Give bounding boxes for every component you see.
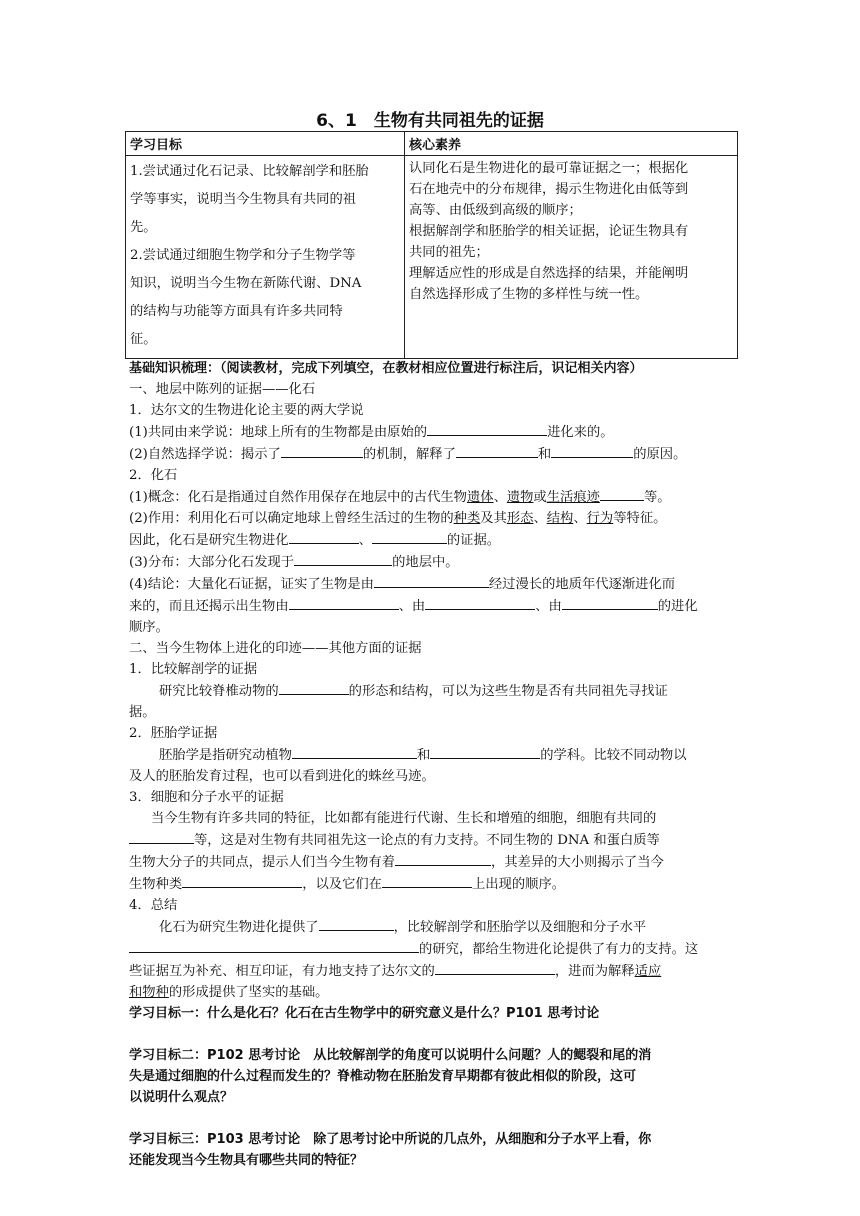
fill-line: 生物大分子的共同点，提示人们当今生物有着 ，其差异的大小则揭示了当今 [129, 851, 735, 873]
literacy-line: 石在地壳中的分布规律，揭示生物进化由低等到 [409, 182, 689, 197]
section-heading: 一、地层中陈列的证据——化石 [129, 382, 316, 397]
goal-line: 征。 [130, 332, 157, 347]
fill-blank[interactable] [281, 443, 363, 458]
text-line: 当今生物有许多共同的特征，比如都有能进行代谢、生长和增殖的细胞，细胞有共同的 [151, 811, 657, 826]
learning-goal-2-cont: 以说明什么观点？ [129, 1090, 234, 1105]
goal-line: 先。 [130, 220, 157, 235]
fill-blank[interactable] [600, 486, 644, 501]
learning-goal-3: 学习目标三：P103 思考讨论 除了思考讨论中所说的几点外，从细胞和分子水平上看，你 [129, 1132, 652, 1147]
fill-line: (4)结论：大量化石证据，证实了生物是由 经过漫长的地质年代逐渐进化而 [129, 573, 735, 595]
subsection-heading: 2．化石 [129, 468, 178, 483]
fill-blank[interactable] [562, 595, 658, 610]
learning-goal-1: 学习目标一：什么是化石？化石在古生物学中的研究意义是什么？P101 思考讨论 [129, 1006, 600, 1021]
literacy-line: 根据解剖学和胚胎学的相关证据，论证生物具有 [409, 224, 689, 239]
learning-goals-cell [126, 156, 405, 359]
text-line: 据。 [129, 705, 156, 720]
answer-space[interactable] [129, 1024, 735, 1045]
fill-blank[interactable] [294, 551, 392, 566]
literacy-line: 自然选择形成了生物的多样性与统一性。 [409, 287, 649, 302]
fill-line: 生物种类 ，以及它们在 上出现的顺序。 [129, 873, 735, 895]
page-title: 6、1 生物有共同祖先的证据 [316, 111, 544, 131]
fill-blank[interactable] [435, 960, 555, 975]
header-core-literacy: 核心素养 [405, 132, 738, 156]
goal-line: 的结构与功能等方面具有许多共同特 [130, 304, 343, 319]
fill-blank[interactable] [430, 744, 540, 759]
literacy-line: 共同的祖先； [409, 245, 489, 260]
fill-line: (3)分布：大部分化石发现于 的地层中。 [129, 551, 735, 573]
fill-line: 来的，而且还揭示出生物由 、由 、由 的进化 [129, 595, 735, 617]
fill-blank[interactable] [279, 680, 349, 695]
fill-blank[interactable] [372, 529, 447, 544]
fill-line: 些证据互为补充、相互印证，有力地支持了达尔文的 ，进而为解释适应 [129, 960, 735, 982]
learning-goal-2: 学习目标二：P102 思考讨论 从比较解剖学的角度可以说明什么问题？人的鳃裂和尾的消 [129, 1048, 652, 1063]
fill-blank[interactable] [292, 744, 417, 759]
fill-line: 胚胎学是指研究动植物 和 的学科。比较不同动物以 [129, 744, 735, 766]
worksheet-body [129, 358, 735, 1171]
fill-line: 因此，化石是研究生物进化 、 的证据。 [129, 529, 735, 551]
literacy-line: 理解适应性的形成是自然选择的结果，并能阐明 [409, 266, 689, 281]
header-learning-goals: 学习目标 [126, 132, 405, 156]
goal-line: 学等事实，说明当今生物具有共同的祖 [130, 192, 357, 207]
core-literacy-cell [405, 156, 738, 359]
fill-blank[interactable] [289, 595, 399, 610]
literacy-line: 认同化石是生物进化的最可靠证据之一；根据化 [409, 161, 689, 176]
subsection-heading: 1．比较解剖学的证据 [129, 662, 258, 677]
fill-line: 的研究，都给生物进化论提供了有力的支持。这 [129, 938, 735, 960]
fill-blank[interactable] [374, 573, 489, 588]
fill-blank[interactable] [129, 938, 419, 953]
fill-blank[interactable] [427, 421, 547, 436]
fill-blank[interactable] [425, 595, 535, 610]
fill-blank[interactable] [395, 851, 491, 866]
fill-blank[interactable] [289, 529, 359, 544]
fill-line: 和物种的形成提供了坚实的基础。 [129, 985, 329, 1000]
learning-goal-2-cont: 失是通过细胞的什么过程而发生的？脊椎动物在胚胎发育早期都有彼此相似的阶段，这可 [129, 1069, 637, 1084]
fill-line: (2)作用：利用化石可以确定地球上曾经生活过的生物的种类及其形态、结构、行为等特征。 [129, 511, 667, 526]
goal-line: 1.尝试通过化石记录、比较解剖学和胚胎 [130, 164, 369, 179]
subsection-heading: 2．胚胎学证据 [129, 726, 218, 741]
fill-line: (1)共同由来学说：地球上所有的生物都是由原始的 进化来的。 [129, 421, 735, 443]
fill-line: 等，这是对生物有共同祖先这一论点的有力支持。不同生物的 DNA 和蛋白质等 [129, 829, 735, 851]
subsection-heading: 4．总结 [129, 898, 178, 913]
fill-blank[interactable] [182, 873, 302, 888]
fill-line: 研究比较脊椎动物的 的形态和结构，可以为这些生物是否有共同祖先寻找证 [129, 680, 735, 702]
answer-space[interactable] [129, 1108, 735, 1129]
objectives-table [125, 131, 738, 359]
fill-line: (1)概念：化石是指通过自然作用保存在地层中的古代生物遗体、遗物或生活痕迹 等。 [129, 486, 735, 508]
fill-blank[interactable] [129, 829, 194, 844]
fill-blank[interactable] [319, 916, 394, 931]
goal-line: 知识，说明当今生物在新陈代谢、DNA [130, 276, 362, 291]
fill-line: 化石为研究生物进化提供了 ，比较解剖学和胚胎学以及细胞和分子水平 [129, 916, 735, 938]
learning-goal-3-cont: 还能发现当今生物具有哪些共同的特征？ [129, 1153, 364, 1168]
goal-line: 2.尝试通过细胞生物学和分子生物学等 [130, 248, 356, 263]
text-line: 顺序。 [129, 620, 169, 635]
fill-line: (2)自然选择学说：揭示了 的机制，解释了 和 的原因。 [129, 443, 735, 465]
subsection-heading: 1．达尔文的生物进化论主要的两大学说 [129, 403, 364, 418]
fill-blank[interactable] [382, 873, 472, 888]
literacy-line: 高等、由低级到高级的顺序； [409, 203, 582, 218]
subsection-heading: 3．细胞和分子水平的证据 [129, 790, 284, 805]
text-line: 及人的胚胎发育过程，也可以看到进化的蛛丝马迹。 [129, 769, 435, 784]
section-heading: 二、当今生物体上进化的印迹——其他方面的证据 [129, 641, 422, 656]
fill-blank[interactable] [456, 443, 538, 458]
fill-blank[interactable] [551, 443, 633, 458]
section-intro: 基础知识梳理：（阅读教材，完成下列填空，在教材相应位置进行标注后，识记相关内容） [129, 361, 643, 376]
